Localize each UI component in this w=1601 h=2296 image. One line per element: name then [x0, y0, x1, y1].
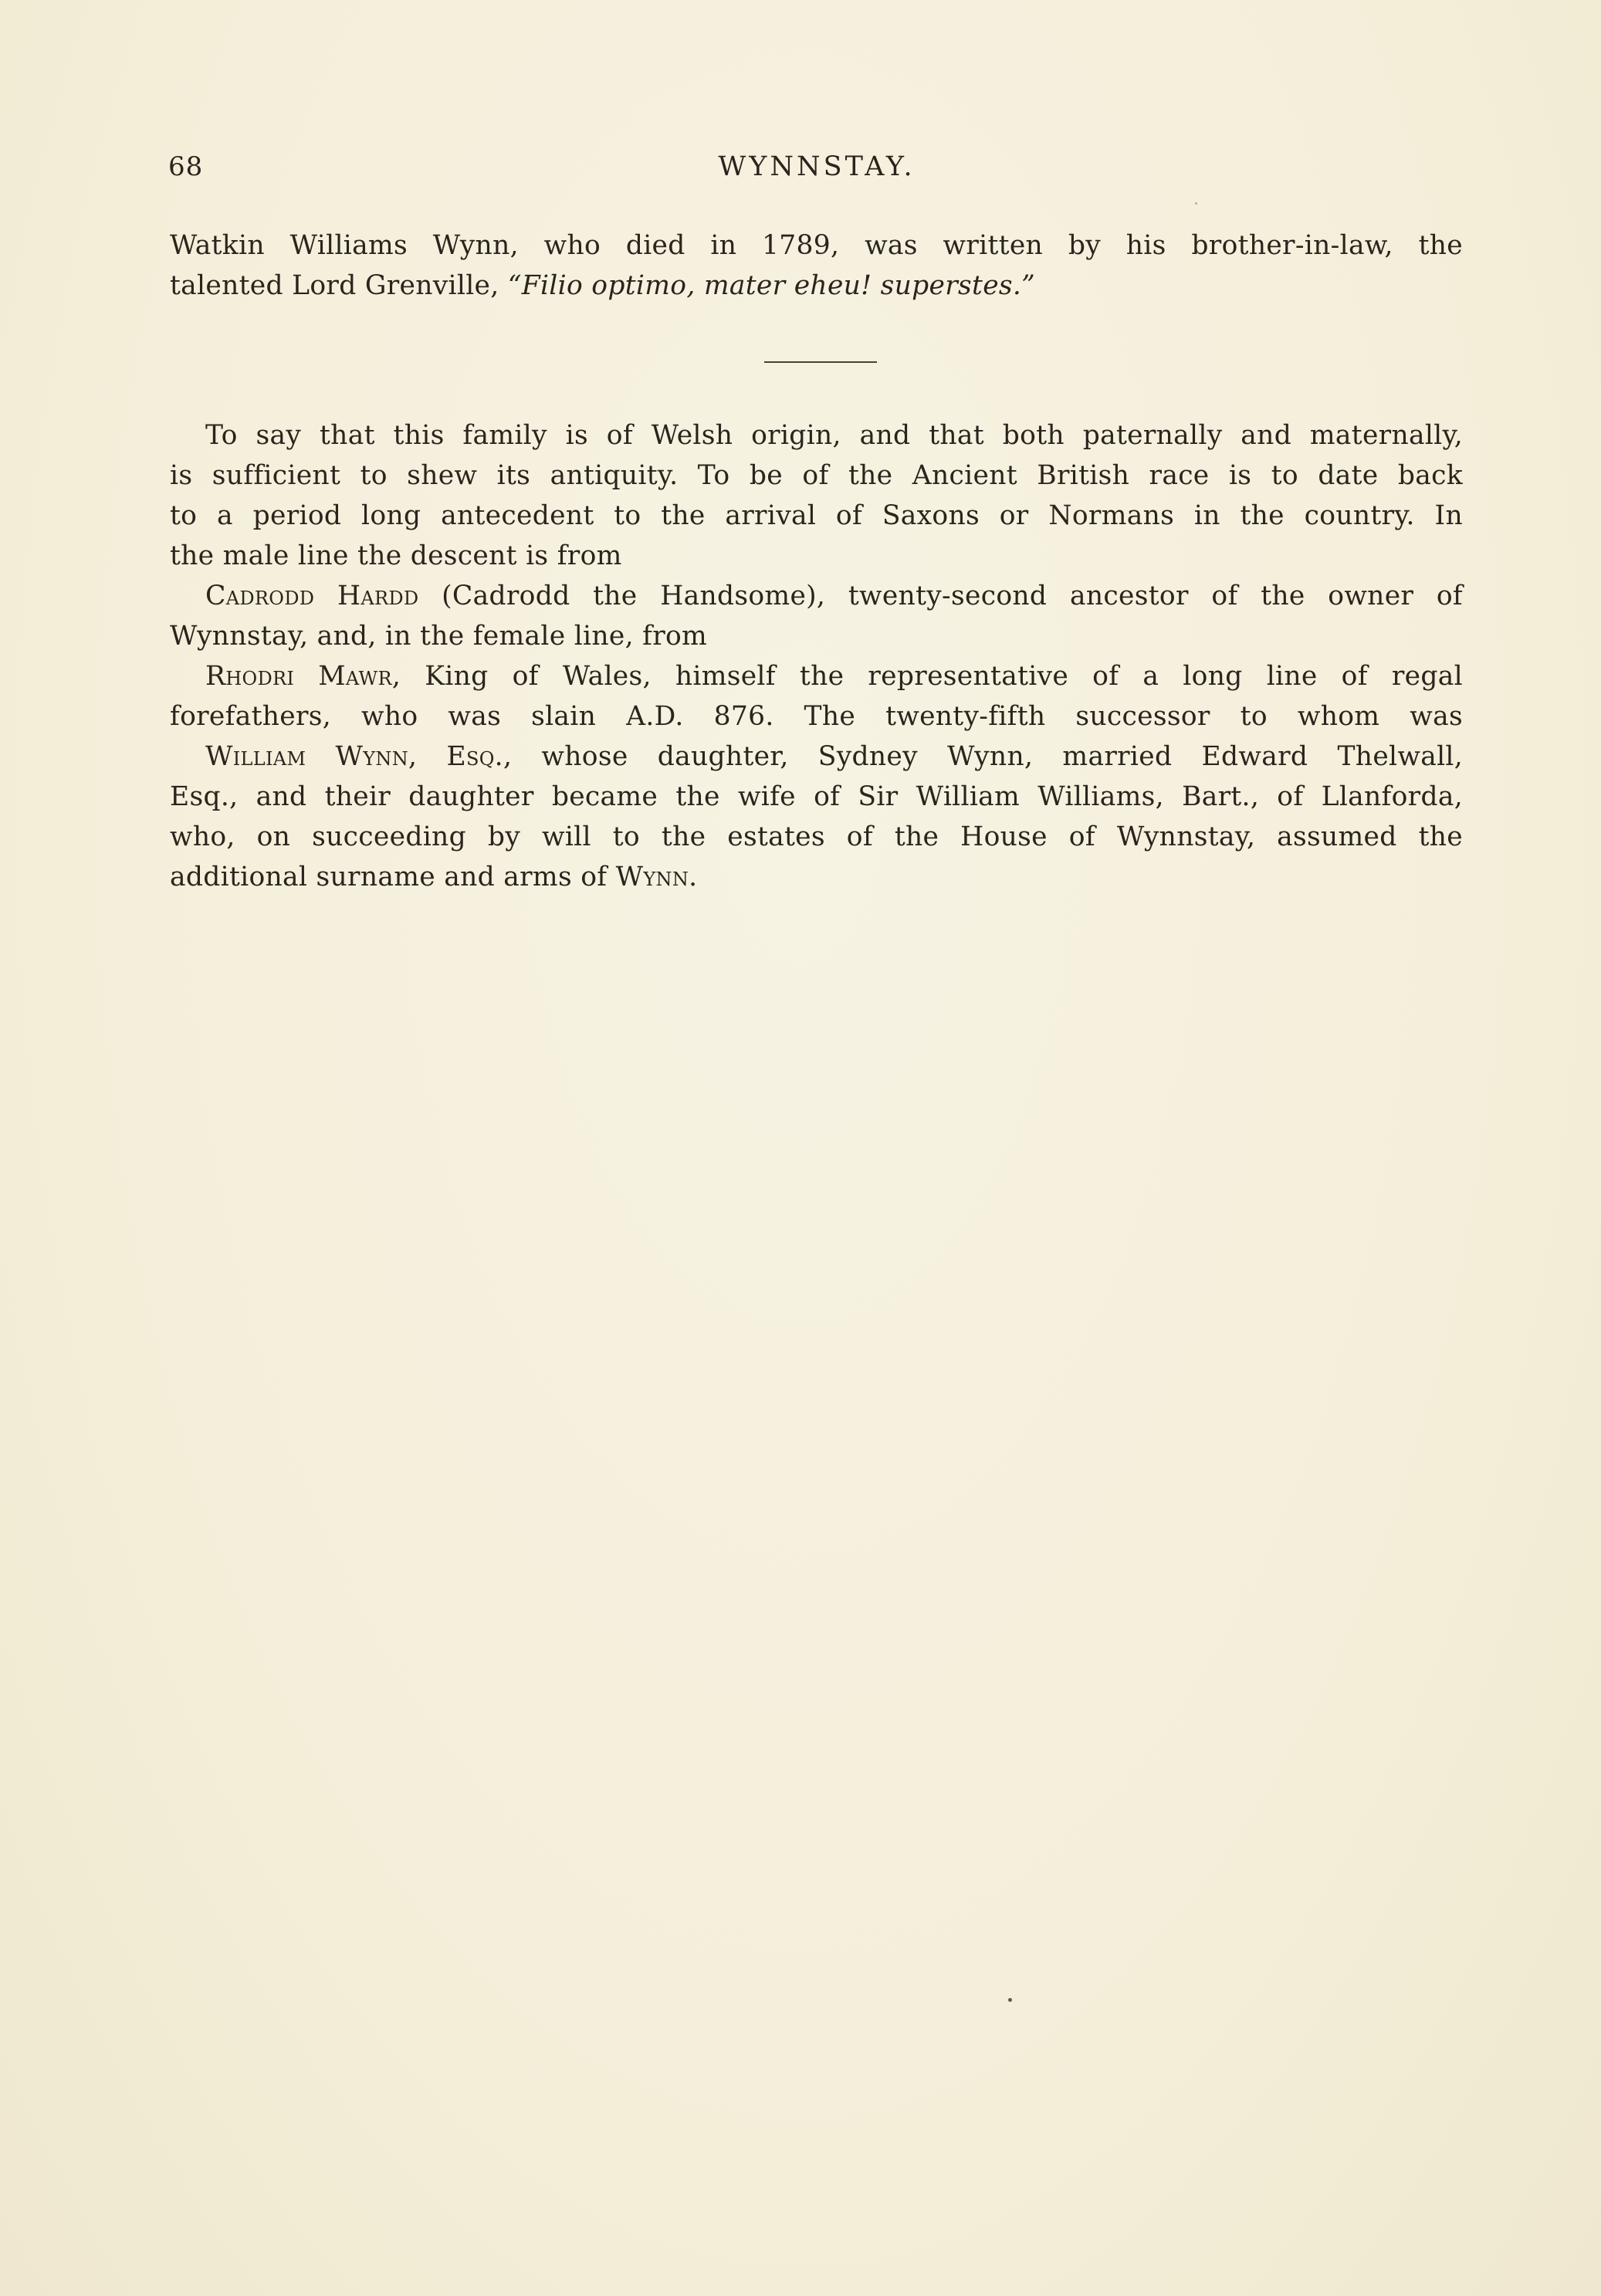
text-line: Esq., and their daughter became the wife of Sir William Williams, Bart., of Llanforda,: [170, 781, 1463, 812]
text-line: Wynnstay, and, in the female line, from: [170, 621, 708, 652]
text-span: talented Lord Grenville,: [170, 270, 508, 301]
text-line: is sufficient to shew its antiquity. To be of the Ancient British race is to date back: [170, 460, 1463, 491]
paper-speck: [1195, 202, 1197, 205]
text-line: to a period long antecedent to the arrival of Saxons or Normans in the country. In: [170, 500, 1463, 531]
text-span: .: [689, 862, 698, 892]
text-line: forefathers, who was slain A.D. 876. The twenty-fifth successor to whom was: [170, 701, 1463, 732]
name-small-caps: Cadrodd Hardd: [205, 581, 419, 611]
page-header: [168, 151, 1465, 190]
name-small-caps: Rhodri Mawr: [205, 661, 392, 692]
text-line: [170, 737, 1463, 777]
latin-quote: “Filio optimo, mater eheu! superstes.”: [507, 270, 1036, 301]
text-span: , King of Wales, himself the representative of a long line of regal: [391, 661, 1463, 692]
text-line: [170, 656, 1463, 696]
text-line: [170, 857, 1463, 897]
text-line: To say that this family is of Welsh origin, and that both paternally and maternally,: [205, 420, 1463, 451]
section-divider: [764, 361, 877, 363]
text-span: additional surname and arms of: [170, 862, 616, 892]
text-line: the male line the descent is from: [170, 540, 622, 571]
text-line: Watkin Williams Wynn, who died in 1789, was written by his brother-in-law, the: [170, 230, 1463, 261]
paper-speck: [1008, 1998, 1012, 2002]
top-paragraph: [170, 225, 1463, 306]
running-title: WYNNSTAY.: [718, 151, 916, 182]
page-number: 68: [168, 151, 204, 182]
text-line: [170, 266, 1463, 306]
text-span: , whose daughter, Sydney Wynn, married Edward Thelwall,: [503, 741, 1464, 772]
name-small-caps: William Wynn, Esq.: [205, 741, 503, 772]
text-line: [170, 576, 1463, 616]
name-small-caps: Wynn: [615, 862, 689, 892]
text-span: (Cadrodd the Handsome), twenty-second ancestor of the owner of: [418, 581, 1464, 611]
text-line: who, on succeeding by will to the estates of the House of Wynnstay, assumed the: [170, 821, 1463, 852]
body-paragraph: [170, 415, 1463, 897]
